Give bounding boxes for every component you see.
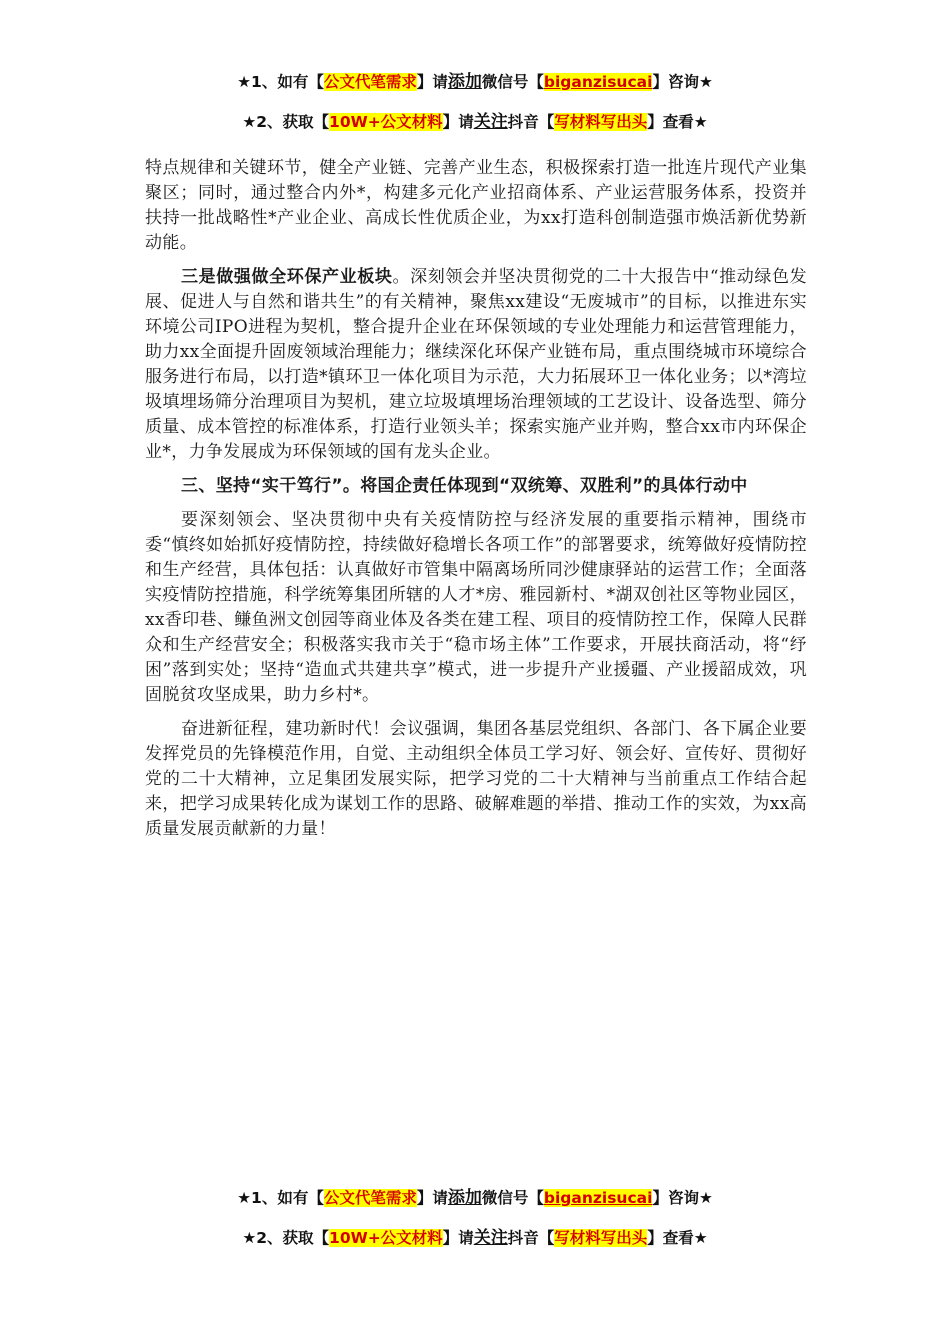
banner-1b-prefix: ★1、如有【 — [237, 1189, 324, 1207]
banner-2-prefix: ★2、获取【 — [242, 113, 330, 131]
banner-2-mid2: 抖音【 — [507, 113, 555, 131]
banner-line-2-bottom — [0, 1227, 950, 1249]
banner-2-suffix: 】查看★ — [647, 113, 708, 131]
wechat-id-link-bottom[interactable]: biganzisucai — [543, 1189, 653, 1207]
banner-2b-prefix: ★2、获取【 — [242, 1229, 330, 1247]
douyin-account-link[interactable]: 写材料写出头 — [554, 113, 648, 131]
bottom-banner — [0, 1187, 950, 1249]
paragraph-3: 要深刻领会、坚决贯彻中央有关疫情防控与经济发展的重要指示精神，围绕市委“慎终如始抓好疫情防控，持续做好稳增长各项工作”的部署要求，统筹做好疫情防控和生产经营，具体包括：认真做好市管集中隔离场所同沙健康驿站的运营工作；全面落实疫情防控措施，科学统筹集团所辖的人才*房、雅园新村、*湖双创社区等物业园区，xx香印巷、鳒鱼洲文创园等商业体及各类在建工程、项目的疫情防控工作，保障人民群众和生产经营安全；积极落实我市关于“稳市场主体”工作要求，开展扶商活动，将“纾困”落到实处；坚持“造血式共建共享”模式，进一步提升产业援疆、产业援韶成效，巩固脱贫攻坚成果，助力乡村*。 — [145, 510, 807, 705]
paragraph-1: 特点规律和关键环节，健全产业链、完善产业生态，积极探索打造一批连片现代产业集聚区；同时，通过整合内外*，构建多元化产业招商体系、产业运营服务体系，投资并扶持一批战略性*产业企业、高成长性优质企业，为xx打造科创制造强市焕活新优势新动能。 — [145, 158, 807, 253]
banner-2b-mid2: 抖音【 — [507, 1229, 555, 1247]
banner-1b-mid2: 微信号【 — [481, 1189, 544, 1207]
banner-line-2 — [0, 111, 950, 133]
banner-1-emphasis: 添加 — [447, 72, 482, 92]
banner-2-mid1: 】请 — [442, 113, 474, 131]
banner-2-highlight: 10W+公文材料 — [329, 113, 443, 131]
banner-1-highlight: 公文代笔需求 — [323, 73, 417, 91]
paragraph-2-text: 。深刻领会并坚决贯彻党的二十大报告中“推动绿色发展、促进人与自然和谐共生”的有关精神，聚焦xx建设“无废城市”的目标，以推进东实环境公司IPO进程为契机，整合提升企业在环保领域的专业处理能力和运营管理能力，助力xx全面提升固废领域治理能力；继续深化环保产业链布局，重点围绕城市环境综合服务进行布局，以打造*镇环卫一体化项目为示范，大力拓展环卫一体化业务；以*湾垃圾填埋场筛分治理项目为契机，建立垃圾填埋场治理领域的工艺设计、设备选型、筛分质量、成本管控的标准体系，打造行业领头羊；探索实施产业并购，整合xx市内环保企业*，力争发展成为环保领域的国有龙头企业。 — [145, 267, 807, 462]
banner-2-emphasis: 关注 — [473, 112, 508, 132]
top-banner — [0, 71, 950, 133]
paragraph-2 — [145, 265, 807, 465]
wechat-id-link[interactable]: biganzisucai — [543, 73, 653, 91]
paragraph-4: 奋进新征程，建功新时代！会议强调，集团各基层党组织、各部门、各下属企业要发挥党员的先锋模范作用，自觉、主动组织全体员工学习好、领会好、宣传好、贯彻好党的二十大精神，立足集团发展实际，把学习党的二十大精神与当前重点工作结合起来，把学习成果转化成为谋划工作的思路、破解难题的举措、推动工作的实效，为xx高质量发展贡献新的力量！ — [145, 719, 807, 839]
banner-1b-highlight: 公文代笔需求 — [323, 1189, 417, 1207]
banner-2b-highlight: 10W+公文材料 — [329, 1229, 443, 1247]
paragraph-2-lead: 三是做强做全环保产业板块 — [181, 267, 393, 287]
banner-1-mid2: 微信号【 — [481, 73, 544, 91]
banner-2b-emphasis: 关注 — [473, 1228, 508, 1248]
banner-1-mid1: 】请 — [416, 73, 448, 91]
banner-1b-suffix: 】咨询★ — [652, 1189, 713, 1207]
banner-1-suffix: 】咨询★ — [652, 73, 713, 91]
banner-1b-emphasis: 添加 — [447, 1188, 482, 1208]
banner-2b-suffix: 】查看★ — [647, 1229, 708, 1247]
banner-1-prefix: ★1、如有【 — [237, 73, 324, 91]
section-heading-3: 三、坚持“实干笃行”。将国企责任体现到“双统筹、双胜利”的具体行动中 — [181, 476, 748, 496]
banner-line-1 — [0, 71, 950, 93]
banner-1b-mid1: 】请 — [416, 1189, 448, 1207]
banner-line-1-bottom — [0, 1187, 950, 1209]
document-body — [145, 156, 807, 851]
banner-2b-mid1: 】请 — [442, 1229, 474, 1247]
douyin-account-link-bottom[interactable]: 写材料写出头 — [554, 1229, 648, 1247]
